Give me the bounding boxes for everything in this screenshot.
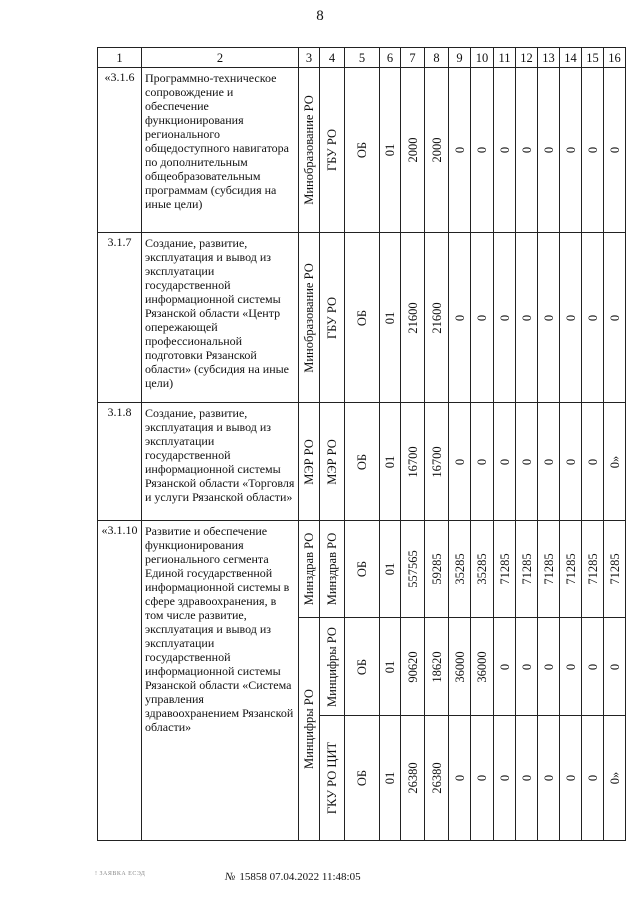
value-text: 01 bbox=[383, 455, 397, 468]
value-text: ОБ bbox=[355, 141, 369, 159]
value-text: 2000 bbox=[405, 137, 420, 163]
value-cell bbox=[538, 618, 560, 716]
value-text: 0 bbox=[563, 146, 578, 154]
value-text: 0 bbox=[519, 774, 534, 782]
value-text: 0 bbox=[519, 314, 534, 321]
value-cell bbox=[494, 68, 516, 233]
item-name: Развитие и обеспечение функционирования регионального сегмента Единой государственной информационной системы в сфере здравоохранения, в том числе развитие, эксплуатация и вывод из эксплуатации государственной информационной системы Рязанской области «Система управления здравоохранением Рязанской области» bbox=[142, 521, 299, 841]
executor-cell bbox=[320, 716, 345, 841]
value-cell bbox=[449, 403, 471, 521]
value-cell bbox=[380, 716, 401, 841]
value-text: ОБ bbox=[355, 309, 369, 326]
value-text: 0 bbox=[585, 314, 600, 321]
value-text: 0 bbox=[452, 314, 467, 321]
value-cell bbox=[560, 233, 582, 403]
value-text: 0 bbox=[563, 774, 578, 782]
value-cell bbox=[604, 521, 626, 618]
column-number: 6 bbox=[380, 48, 401, 68]
value-cell bbox=[401, 68, 425, 233]
value-text: 0 bbox=[452, 774, 467, 782]
value-text: 0 bbox=[541, 458, 556, 465]
value-text: 90620 bbox=[405, 650, 420, 683]
value-text: 16700 bbox=[429, 445, 444, 478]
registration-text: 15858 07.04.2022 11:48:05 bbox=[239, 871, 361, 883]
value-text: 0 bbox=[519, 458, 534, 465]
value-text: 0 bbox=[607, 663, 622, 670]
value-text: 36000 bbox=[475, 650, 489, 683]
item-name: Создание, развитие, эксплуатация и вывод из эксплуатации государственной информационной системы Рязанской области «Торговля и услуги Рязанской области» bbox=[142, 403, 299, 521]
column-number: 1 bbox=[98, 48, 142, 68]
value-text: 0 bbox=[497, 146, 512, 154]
value-cell bbox=[604, 233, 626, 403]
responsible-cell bbox=[299, 233, 320, 403]
value-cell bbox=[449, 618, 471, 716]
value-text: 71285 bbox=[541, 553, 556, 585]
value-cell bbox=[560, 68, 582, 233]
value-cell bbox=[401, 403, 425, 521]
value-cell bbox=[582, 403, 604, 521]
value-cell bbox=[449, 521, 471, 618]
executor-text: МЭР РО bbox=[325, 438, 339, 485]
value-cell bbox=[380, 403, 401, 521]
value-cell bbox=[516, 233, 538, 403]
executor-cell bbox=[320, 521, 345, 618]
value-text: 0 bbox=[519, 146, 534, 154]
value-text: 71285 bbox=[497, 553, 512, 585]
table-row bbox=[98, 521, 626, 618]
value-cell bbox=[380, 521, 401, 618]
value-cell bbox=[471, 403, 494, 521]
responsible-text: Минобразование РО bbox=[302, 95, 316, 205]
value-cell bbox=[516, 618, 538, 716]
registration-stamp bbox=[225, 871, 361, 883]
value-cell bbox=[560, 618, 582, 716]
page-number: 8 bbox=[316, 8, 324, 24]
responsible-cell bbox=[299, 68, 320, 233]
value-text: 0 bbox=[475, 458, 489, 465]
column-number: 7 bbox=[401, 48, 425, 68]
value-cell bbox=[560, 403, 582, 521]
value-text: ОБ bbox=[355, 769, 369, 787]
value-text: 0 bbox=[563, 314, 578, 321]
value-cell bbox=[538, 521, 560, 618]
responsible-text: МЭР РО bbox=[302, 438, 316, 485]
value-cell bbox=[425, 233, 449, 403]
value-cell bbox=[560, 521, 582, 618]
responsible-cell bbox=[299, 403, 320, 521]
item-number: «3.1.6 bbox=[98, 68, 142, 233]
value-cell bbox=[494, 521, 516, 618]
value-text: 0 bbox=[497, 314, 512, 321]
column-number: 12 bbox=[516, 48, 538, 68]
value-cell bbox=[449, 716, 471, 841]
item-number: «3.1.10 bbox=[98, 521, 142, 841]
value-text: 0 bbox=[497, 458, 512, 465]
value-cell bbox=[380, 68, 401, 233]
value-cell bbox=[604, 716, 626, 841]
column-number: 2 bbox=[142, 48, 299, 68]
value-cell bbox=[449, 233, 471, 403]
value-text: 71285 bbox=[519, 553, 534, 585]
responsible-text: Минобразование РО bbox=[302, 262, 316, 373]
value-text: 01 bbox=[383, 143, 397, 157]
value-cell bbox=[345, 403, 380, 521]
value-text: 0 bbox=[497, 774, 512, 782]
value-cell bbox=[380, 618, 401, 716]
column-number: 10 bbox=[471, 48, 494, 68]
value-cell bbox=[516, 716, 538, 841]
executor-cell bbox=[320, 618, 345, 716]
value-text: 0 bbox=[475, 146, 489, 154]
value-text: 0 bbox=[585, 774, 600, 782]
value-text: ОБ bbox=[355, 560, 369, 578]
value-text: 0 bbox=[541, 314, 556, 321]
value-text: 01 bbox=[383, 771, 397, 785]
value-text: 0 bbox=[497, 663, 512, 670]
column-numbers-row bbox=[98, 48, 626, 68]
executor-cell bbox=[320, 68, 345, 233]
executor-text: ГКУ РО ЦИТ bbox=[325, 741, 339, 815]
value-text: 0» bbox=[607, 771, 622, 785]
value-cell bbox=[425, 521, 449, 618]
value-cell bbox=[471, 68, 494, 233]
column-number: 14 bbox=[560, 48, 582, 68]
value-text: 0 bbox=[607, 146, 622, 154]
value-text: 0 bbox=[607, 314, 622, 321]
value-cell bbox=[471, 618, 494, 716]
column-number: 5 bbox=[345, 48, 380, 68]
value-text: 2000 bbox=[429, 137, 444, 163]
table-row bbox=[98, 68, 626, 233]
value-cell bbox=[538, 68, 560, 233]
value-text: 35285 bbox=[452, 553, 467, 585]
value-text: 21600 bbox=[405, 301, 420, 334]
value-text: 26380 bbox=[405, 762, 420, 794]
value-text: 0 bbox=[541, 146, 556, 154]
value-cell bbox=[604, 403, 626, 521]
value-cell bbox=[471, 716, 494, 841]
value-cell bbox=[401, 618, 425, 716]
value-cell bbox=[582, 716, 604, 841]
value-text: 0 bbox=[452, 458, 467, 465]
value-text: 26380 bbox=[429, 762, 444, 794]
value-text: 557565 bbox=[405, 550, 420, 588]
value-text: 0» bbox=[607, 455, 622, 468]
value-text: ОБ bbox=[355, 453, 369, 470]
executor-text: ГБУ РО bbox=[325, 296, 339, 339]
value-text: 01 bbox=[383, 562, 397, 576]
value-cell bbox=[604, 618, 626, 716]
value-text: 0 bbox=[475, 774, 489, 782]
value-cell bbox=[582, 618, 604, 716]
value-cell bbox=[471, 521, 494, 618]
value-cell bbox=[401, 716, 425, 841]
value-cell bbox=[582, 521, 604, 618]
value-cell bbox=[582, 233, 604, 403]
value-cell bbox=[425, 403, 449, 521]
value-cell bbox=[449, 68, 471, 233]
column-number: 3 bbox=[299, 48, 320, 68]
value-cell bbox=[380, 233, 401, 403]
value-cell bbox=[345, 233, 380, 403]
column-number: 8 bbox=[425, 48, 449, 68]
value-cell bbox=[401, 233, 425, 403]
value-text: 21600 bbox=[429, 301, 444, 334]
value-text: 18620 bbox=[429, 650, 444, 683]
value-cell bbox=[560, 716, 582, 841]
number-sign: № bbox=[225, 871, 236, 883]
value-cell bbox=[516, 521, 538, 618]
column-number: 11 bbox=[494, 48, 516, 68]
value-text: 35285 bbox=[475, 553, 489, 585]
value-text: 0 bbox=[475, 314, 489, 321]
value-cell bbox=[494, 403, 516, 521]
value-text: 0 bbox=[585, 146, 600, 154]
column-number: 16 bbox=[604, 48, 626, 68]
value-cell bbox=[345, 68, 380, 233]
value-cell bbox=[538, 716, 560, 841]
value-text: 01 bbox=[383, 660, 397, 673]
column-number: 13 bbox=[538, 48, 560, 68]
table-row bbox=[98, 403, 626, 521]
executor-cell bbox=[320, 403, 345, 521]
value-cell bbox=[494, 618, 516, 716]
value-text: 71285 bbox=[607, 553, 622, 585]
value-cell bbox=[425, 68, 449, 233]
executor-text: Минцифры РО bbox=[325, 626, 339, 707]
executor-text: Минздрав РО bbox=[325, 532, 339, 606]
column-number: 4 bbox=[320, 48, 345, 68]
column-number: 9 bbox=[449, 48, 471, 68]
footer-tiny-mark: ! ЗАЯВКА ЕСЭД bbox=[95, 871, 146, 877]
value-text: 36000 bbox=[452, 650, 467, 683]
value-text: 0 bbox=[585, 663, 600, 670]
value-cell bbox=[582, 68, 604, 233]
value-text: 0 bbox=[519, 663, 534, 670]
value-text: 01 bbox=[383, 311, 397, 324]
program-table bbox=[97, 47, 626, 841]
value-cell bbox=[401, 521, 425, 618]
executor-text: ГБУ РО bbox=[325, 128, 339, 172]
item-name: Программно-техническое сопровождение и обеспечение функционирования регионального общедоступного навигатора по дополнительным общеобразовательным программам (субсидия на иные цели) bbox=[142, 68, 299, 233]
value-cell bbox=[425, 618, 449, 716]
value-cell bbox=[538, 403, 560, 521]
value-cell bbox=[604, 68, 626, 233]
value-text: 59285 bbox=[429, 553, 444, 585]
column-number: 15 bbox=[582, 48, 604, 68]
item-number: 3.1.7 bbox=[98, 233, 142, 403]
value-cell bbox=[516, 68, 538, 233]
value-text: 16700 bbox=[405, 445, 420, 478]
value-text: 0 bbox=[563, 458, 578, 465]
item-name: Создание, развитие, эксплуатация и вывод из эксплуатации государственной информационной системы Рязанской области «Центр опережающей профессиональной подготовки Рязанской области» (субсидия на иные цели) bbox=[142, 233, 299, 403]
value-cell bbox=[425, 716, 449, 841]
value-cell bbox=[538, 233, 560, 403]
item-number: 3.1.8 bbox=[98, 403, 142, 521]
value-cell bbox=[494, 716, 516, 841]
executor-cell bbox=[320, 233, 345, 403]
responsible-text: Минцифры РО bbox=[302, 689, 316, 769]
value-text: 0 bbox=[563, 663, 578, 670]
value-cell bbox=[345, 521, 380, 618]
value-cell bbox=[345, 618, 380, 716]
value-cell bbox=[516, 403, 538, 521]
value-text: 71285 bbox=[585, 553, 600, 585]
value-cell bbox=[471, 233, 494, 403]
value-text: 71285 bbox=[563, 553, 578, 585]
value-text: 0 bbox=[452, 146, 467, 154]
responsible-cell bbox=[299, 521, 320, 618]
value-text: ОБ bbox=[355, 658, 369, 675]
responsible-text: Минздрав РО bbox=[302, 532, 316, 606]
value-cell bbox=[494, 233, 516, 403]
table-row bbox=[98, 233, 626, 403]
value-cell bbox=[345, 716, 380, 841]
value-text: 0 bbox=[541, 663, 556, 670]
value-text: 0 bbox=[585, 458, 600, 465]
responsible-cell bbox=[299, 618, 320, 841]
value-text: 0 bbox=[541, 774, 556, 782]
